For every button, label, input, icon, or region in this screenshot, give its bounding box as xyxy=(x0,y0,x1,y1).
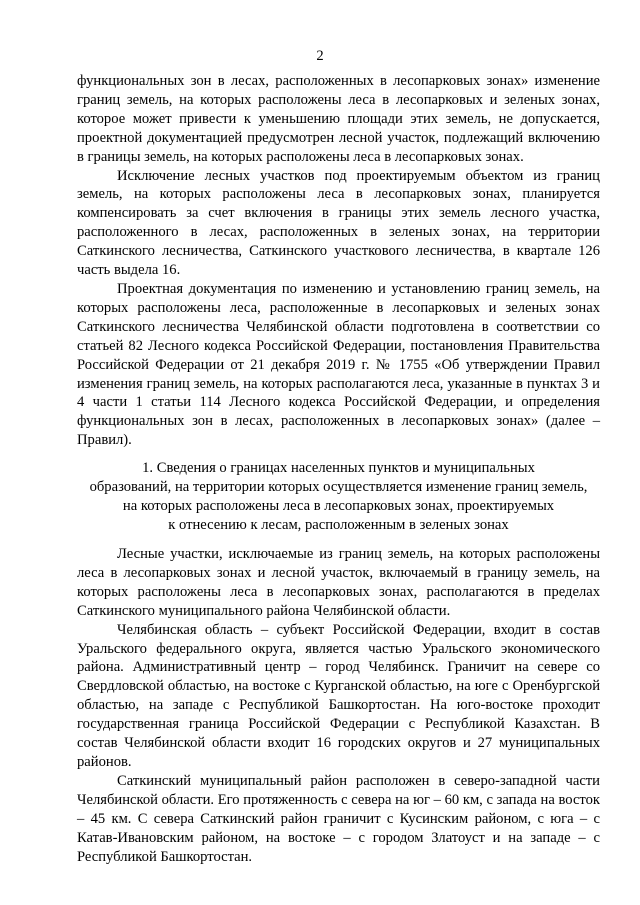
paragraph: Лесные участки, исключаемые из границ земель, на которых расположены леса в лесопарковых зонах и лесной участок, включаемый в границу земель, на которых расположены леса в лесопарковых зонах, располагаются в пределах Саткинского муниципального района Челябинской области. xyxy=(77,546,600,619)
paragraph: Исключение лесных участков под проектируемым объектом из границ земель, на которых расположены леса в лесопарковых зонах, планируется компенсировать за счет включения в границы этих земель лесного участка, расположенного в лесах, расположенных в зеленых зонах, на территории Саткинского лесничества, Саткинского участкового лесничества, в квартале 126 часть выдела 16. xyxy=(77,167,600,279)
heading-line: на которых расположены леса в лесопарковых зонах, проектируемых xyxy=(122,497,555,514)
paragraph: функциональных зон в лесах, расположенных в лесопарковых зонах» изменение границ земель, на которых расположены леса в лесопарковых и зеленых зонах, которое может привести к уменьшению площади этих земель, не допускается, проектной документацией предусмотрен лесной участок, подлежащий включению в границы земель, на которых расположены леса в лесопарковых зонах. xyxy=(77,73,600,165)
page-number: 2 xyxy=(316,48,324,64)
body-text-bottom xyxy=(77,545,600,866)
paragraph: Проектная документация по изменению и установлению границ земель, на которых расположены леса, расположенные в лесопарковых и зеленых зонах Саткинского лесничества Челябинской области подготовлена в соответствии со статьей 82 Лесного кодекса Российской Федерации, постановления Правительства Российской Федерации от 21 декабря 2019 г. № 1755 «Об утверждении Правил изменения границ земель, на которых располагаются леса, указанные в пунктах 3 и 4 части 1 статьи 114 Лесного кодекса Российской Федерации, и определения функциональных зон в лесах, расположенных в лесопарковых зонах» (далее – Правил). xyxy=(77,280,600,449)
body-text-top xyxy=(77,72,600,450)
heading-line: образований, на территории которых осуществляется изменение границ земель, xyxy=(89,478,588,495)
heading-line: к отнесению к лесам, расположенным в зеленых зонах xyxy=(168,516,509,533)
heading-line: 1. Сведения о границах населенных пунктов и муниципальных xyxy=(142,460,535,476)
paragraph: Челябинская область – субъект Российской Федерации, входит в состав Уральского федерального округа, является частью Уральского экономического района. Административный центр – город Челябинск. Граничит на севере со Свердловской областью, на востоке с Курганской областью, на юге с Оренбургской областью, на западе с Республикой Башкортостан. На юго-востоке проходит государственная граница Российской Федерации с Республикой Казахстан. В состав Челябинской области входит 16 городских округов и 27 муниципальных районов. xyxy=(77,621,600,770)
paragraph: Саткинский муниципальный район расположен в северо-западной части Челябинской области. Его протяженность с севера на юг – 60 км, с запада на восток – 45 км. С севера Саткинский район граничит с Кусинским районом, с юга – с Катав-Ивановским районом, на востоке – с городом Златоуст и на западе – с Республикой Башкортостан. xyxy=(77,772,600,865)
section-heading xyxy=(77,459,600,535)
